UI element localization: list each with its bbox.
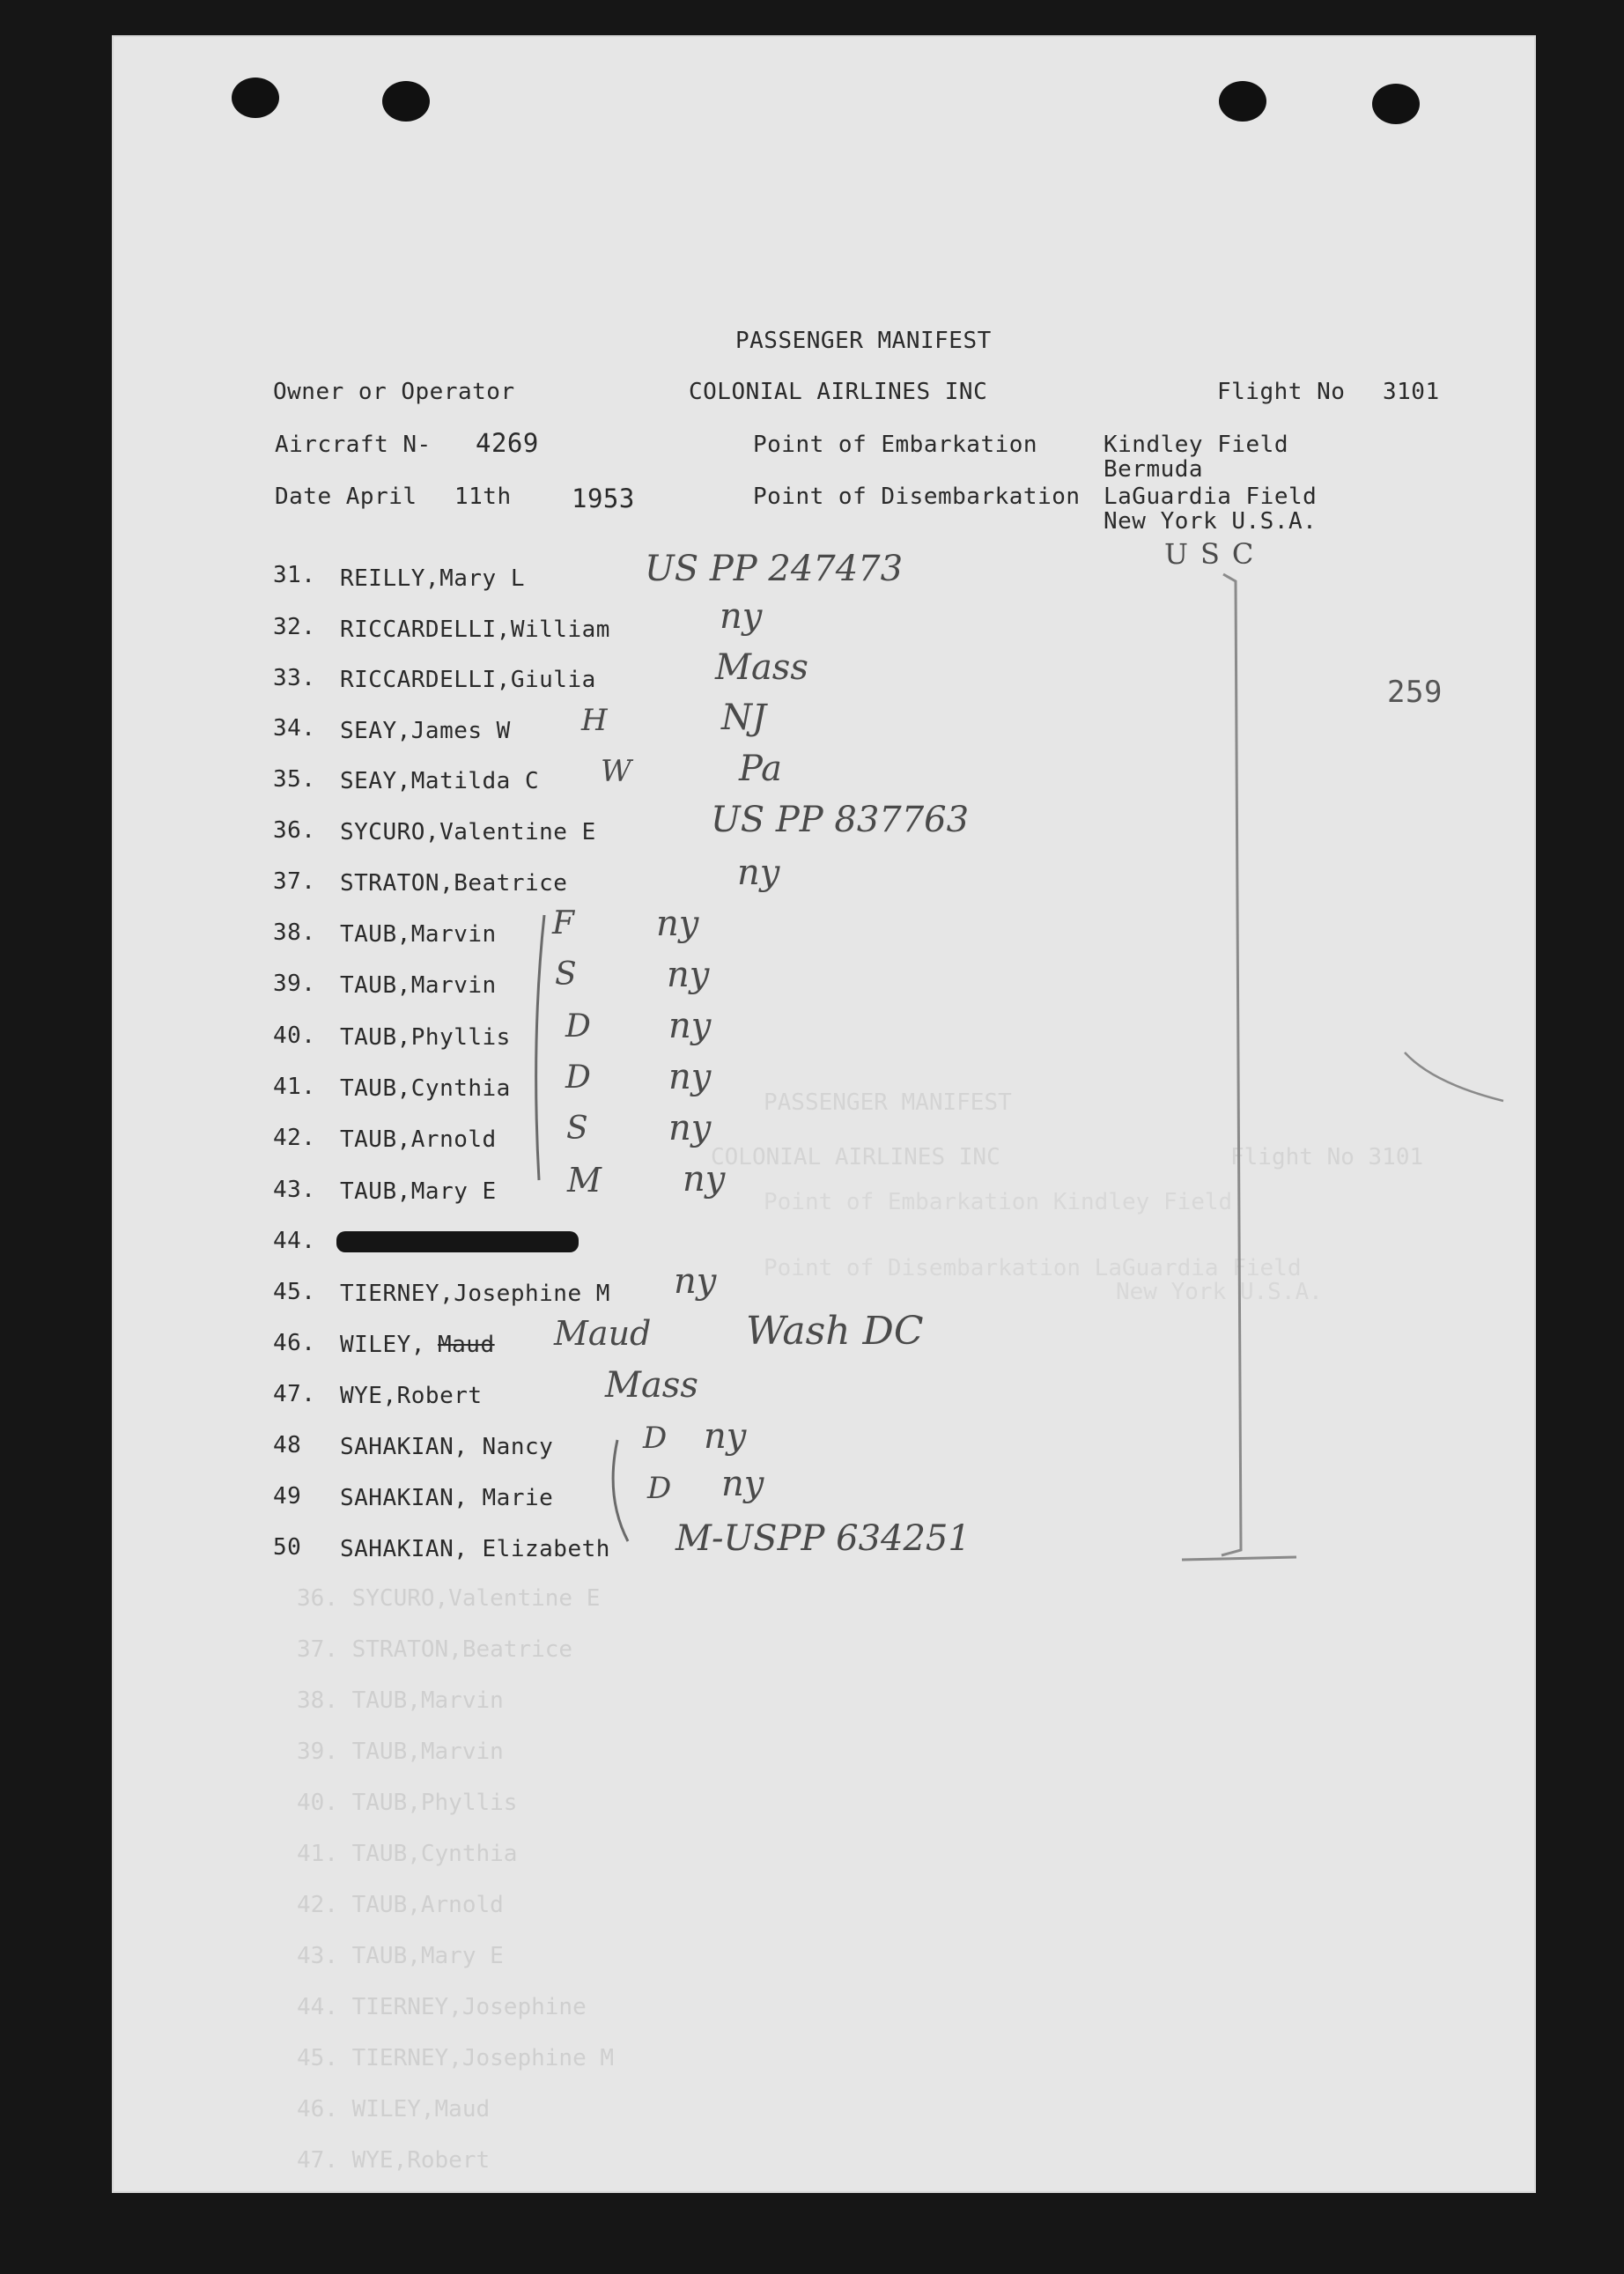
handwritten-note: Mass <box>605 1365 698 1406</box>
row-number: 31. <box>273 562 316 588</box>
row-number: 38. <box>273 919 316 946</box>
passenger-name: REILLY,Mary L <box>340 565 525 592</box>
ghost-line: 38. TAUB,Marvin <box>297 1687 504 1714</box>
bracket-foot <box>1182 1557 1296 1560</box>
passenger-name: SAHAKIAN, Elizabeth <box>340 1536 610 1562</box>
handwritten-mark: M <box>567 1161 602 1200</box>
handwritten-mark: S <box>555 956 577 993</box>
row-number: 34. <box>273 715 316 742</box>
flight-number: 3101 <box>1383 379 1440 405</box>
ghost-line: 46. WILEY,Maud <box>297 2096 491 2123</box>
ghost-line: 40. TAUB,Phyllis <box>297 1790 518 1816</box>
ghost-owner: COLONIAL AIRLINES INC <box>711 1144 1000 1170</box>
handwritten-note: ny <box>704 1416 747 1457</box>
page-number: 259 <box>1387 675 1443 710</box>
handwritten-note: ny <box>668 1057 712 1097</box>
ghost-title: PASSENGER MANIFEST <box>764 1089 1012 1116</box>
row-number: 36. <box>273 817 316 844</box>
row-number: 41. <box>273 1074 316 1100</box>
row-number: 49 <box>273 1483 302 1510</box>
handwritten-note: Mass <box>715 647 808 688</box>
handwritten-mark: D <box>565 1059 591 1096</box>
row-number: 32. <box>273 614 316 640</box>
owner-label: Owner or Operator <box>273 379 515 405</box>
handwritten-note: ny <box>667 955 710 995</box>
passenger-name: SEAY,James W <box>340 718 511 744</box>
owner-value: COLONIAL AIRLINES INC <box>689 379 988 405</box>
handwritten-note: Pa <box>739 749 782 789</box>
embarkation-value-2: Bermuda <box>1104 456 1204 483</box>
handwritten-note: ny <box>737 853 780 893</box>
ghost-disembark-2: New York U.S.A. <box>1116 1279 1323 1305</box>
disembarkation-value-2: New York U.S.A. <box>1104 508 1318 535</box>
handwritten-mark: S <box>566 1111 588 1147</box>
manifest-title: PASSENGER MANIFEST <box>735 328 992 354</box>
passenger-name: SAHAKIAN, Marie <box>340 1485 554 1511</box>
ghost-embark: Point of Embarkation Kindley Field <box>764 1189 1233 1215</box>
handwritten-note: US PP 837763 <box>711 800 970 840</box>
bracket-line <box>1222 574 1241 1555</box>
ghost-line: 37. STRATON,Beatrice <box>297 1636 573 1663</box>
handwritten-note: ny <box>683 1159 726 1200</box>
handwritten-mark: D <box>647 1471 672 1506</box>
ghost-line: 39. TAUB,Marvin <box>297 1739 504 1765</box>
row-number: 35. <box>273 766 316 793</box>
passenger-name: TAUB,Cynthia <box>340 1075 511 1102</box>
row-number: 43. <box>273 1177 316 1203</box>
struck-name: Maud <box>438 1332 495 1358</box>
handwritten-mark: W <box>601 754 631 789</box>
aircraft-label: Aircraft N- <box>275 432 432 458</box>
embarkation-value: Kindley Field <box>1104 432 1288 458</box>
aircraft-number: 4269 <box>476 428 539 458</box>
disembarkation-value: LaGuardia Field <box>1104 484 1318 510</box>
row-number: 39. <box>273 971 316 997</box>
ghost-line: 45. TIERNEY,Josephine M <box>297 2045 615 2071</box>
passenger-name: TAUB,Mary E <box>340 1178 497 1205</box>
row-number: 44. <box>273 1228 316 1254</box>
ghost-disembark: Point of Disembarkation LaGuardia Field <box>764 1255 1302 1281</box>
handwritten-note: Wash DC <box>746 1309 924 1354</box>
ghost-line: 36. SYCURO,Valentine E <box>297 1585 601 1612</box>
handwritten-note: ny <box>720 596 763 637</box>
passenger-name: SYCURO,Valentine E <box>340 819 596 845</box>
ghost-line: 43. TAUB,Mary E <box>297 1943 504 1969</box>
handwritten-correction: Maud <box>554 1314 652 1353</box>
passenger-name: TAUB,Marvin <box>340 972 497 999</box>
disembarkation-label: Point of Disembarkation <box>753 484 1081 510</box>
passenger-name: RICCARDELLI,Giulia <box>340 667 596 693</box>
ghost-line: 44. TIERNEY,Josephine <box>297 1994 587 2020</box>
taub-bracket <box>536 915 544 1180</box>
ghost-line: 42. TAUB,Arnold <box>297 1892 504 1918</box>
handwritten-note: US PP 247473 <box>645 549 904 589</box>
ghost-line: 47. WYE,Robert <box>297 2147 491 2174</box>
passenger-name: TIERNEY,Josephine M <box>340 1281 610 1307</box>
handwritten-note: ny <box>668 1108 712 1148</box>
row-number: 45. <box>273 1279 316 1305</box>
embarkation-label: Point of Embarkation <box>753 432 1038 458</box>
bracket-note: USC <box>1164 537 1266 571</box>
handwritten-note: ny <box>674 1261 717 1302</box>
manifest-page <box>112 35 1536 2193</box>
passenger-name: WYE,Robert <box>340 1383 483 1409</box>
handwritten-mark: D <box>643 1421 668 1456</box>
sahakian-bracket <box>613 1440 628 1541</box>
row-number: 48 <box>273 1432 302 1458</box>
date-day: 11th <box>454 484 512 510</box>
date-year: 1953 <box>572 484 635 513</box>
passenger-name: WILEY, <box>340 1332 425 1358</box>
passenger-name: TAUB,Arnold <box>340 1126 497 1153</box>
passenger-name: TAUB,Phyllis <box>340 1024 511 1051</box>
handwritten-marks <box>112 35 1536 2193</box>
handwritten-note: ny <box>656 904 699 944</box>
redaction-mark <box>336 1231 579 1252</box>
row-number: 33. <box>273 665 316 691</box>
passenger-name: RICCARDELLI,William <box>340 616 610 643</box>
row-number: 37. <box>273 868 316 895</box>
date-label: Date April <box>275 484 417 510</box>
handwritten-note: ny <box>721 1464 764 1504</box>
row-number: 47. <box>273 1381 316 1407</box>
row-number: 42. <box>273 1125 316 1151</box>
passenger-name: SEAY,Matilda C <box>340 768 540 794</box>
ghost-flight: Flight No 3101 <box>1230 1144 1424 1170</box>
handwritten-mark: H <box>581 703 608 738</box>
handwritten-note: NJ <box>721 698 767 738</box>
row-number: 50 <box>273 1534 302 1561</box>
handwritten-note: ny <box>668 1006 712 1046</box>
flight-label: Flight No <box>1217 379 1346 405</box>
passenger-name: SAHAKIAN, Nancy <box>340 1434 554 1460</box>
handwritten-note: M-USPP 634251 <box>675 1518 971 1559</box>
row-number: 46. <box>273 1330 316 1356</box>
stray-pencil-mark <box>1405 1052 1503 1101</box>
handwritten-mark: D <box>565 1008 591 1045</box>
ghost-line: 41. TAUB,Cynthia <box>297 1841 518 1867</box>
passenger-name: TAUB,Marvin <box>340 921 497 948</box>
row-number: 40. <box>273 1023 316 1049</box>
passenger-name: STRATON,Beatrice <box>340 870 568 897</box>
handwritten-mark: F <box>552 905 574 941</box>
